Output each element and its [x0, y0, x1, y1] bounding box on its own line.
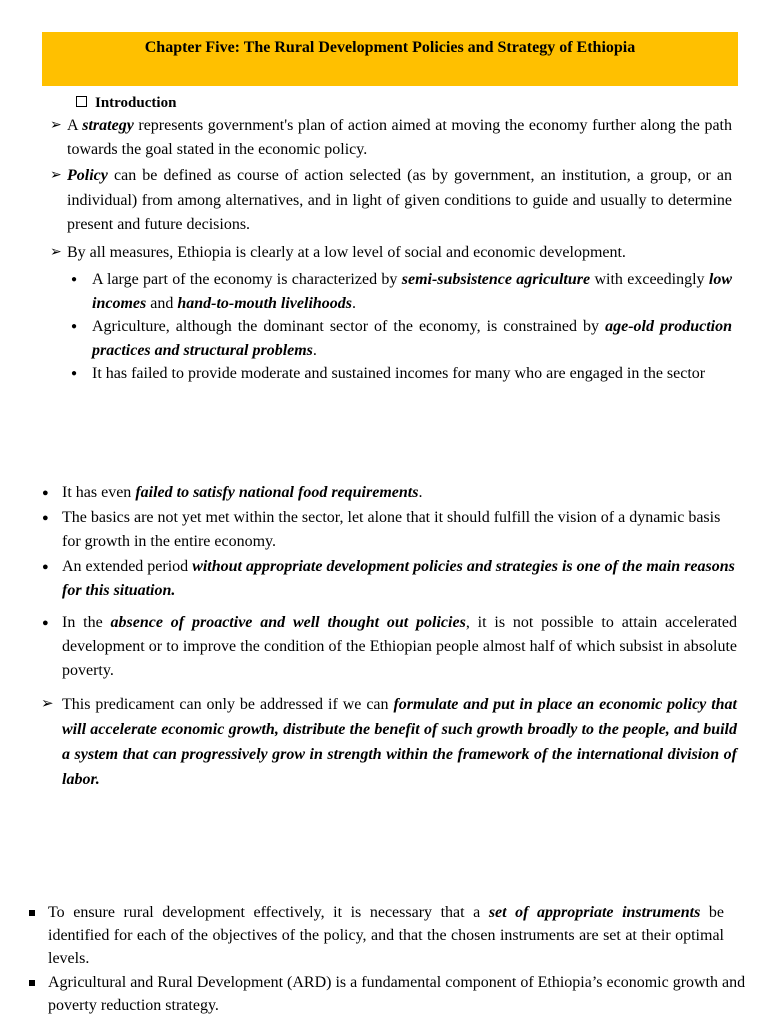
appropriate-instruments: To ensure rural development effectively, it is necessary that a set of appropriate instruments be identified for each of the objectives of the policy, and that the chosen instruments are set at their optimal levels. [48, 904, 724, 967]
agriculture-constraint: Agriculture, although the dominant sector of the economy, is constrained by age-old production practices and structural problems. [92, 318, 733, 359]
basics-not-met: The basics are not yet met within the sector, let alone that it should fulfill the vision of a dynamic basis for growth in the entire economy. [62, 509, 721, 550]
bullet-icon: ● [71, 321, 78, 332]
chapter-title: Chapter Five: The Rural Development Policies and Strategy of Ethiopia [144, 39, 636, 56]
extended-period-reason: An extended period without appropriate development policies and strategies is one of the main reasons for this situation. [62, 558, 735, 599]
arrow-bullet-icon: ➢ [50, 245, 62, 260]
development-level-statement: By all measures, Ethiopia is clearly at a low level of social and economic development. [67, 244, 626, 261]
introduction-label: Introduction [95, 95, 177, 111]
bullet-icon: ● [42, 512, 49, 524]
bullet-icon: ● [42, 487, 49, 499]
bullet-icon: ● [42, 617, 49, 629]
absence-of-policies: In the absence of proactive and well thought out policies, it is not possible to attain accelerated development or to improve the condition of the Ethiopian people almost half of which subsist in absolute poverty. [62, 614, 738, 679]
square-bullet-icon [29, 970, 35, 994]
square-bullet-icon [29, 900, 35, 924]
economy-characterization: A large part of the economy is characterized by semi-subsistence agriculture with exceedingly low incomes and hand-to-mouth livelihoods. [92, 271, 732, 312]
chapter-title-banner [42, 32, 738, 86]
checkbox-icon [76, 96, 87, 107]
income-failure: It has failed to provide moderate and sustained incomes for many who are engaged in the sector [92, 365, 706, 382]
ard-component: Agricultural and Rural Development (ARD) is a fundamental component of Ethiopia’s economic growth and poverty reduction strategy. [48, 974, 746, 1014]
predicament-solution: This predicament can only be addressed if we can formulate and put in place an economic policy that will accelerate economic growth, distribute the benefit of such growth broadly to the people, and build a system that can progressively grow in strength within the framework of the international division of labor. [62, 696, 738, 788]
arrow-bullet-icon: ➢ [50, 168, 62, 183]
arrow-bullet-icon: ➢ [50, 118, 62, 133]
bullet-icon: ● [42, 561, 49, 573]
bullet-icon: ● [71, 274, 78, 285]
introduction-heading [76, 91, 176, 115]
strategy-definition: A strategy represents government's plan of action aimed at moving the economy further along the path towards the goal stated in the economic policy. [67, 117, 733, 158]
bullet-icon: ● [71, 368, 78, 379]
arrow-bullet-icon: ➢ [41, 696, 54, 712]
policy-definition: Policy can be defined as course of action selected (as by government, an institution, a group, or an individual) from among alternatives, and in light of given conditions to guide and usually to determine present and future decisions. [67, 167, 732, 233]
food-requirements-failure: It has even failed to satisfy national food requirements. [62, 484, 423, 501]
